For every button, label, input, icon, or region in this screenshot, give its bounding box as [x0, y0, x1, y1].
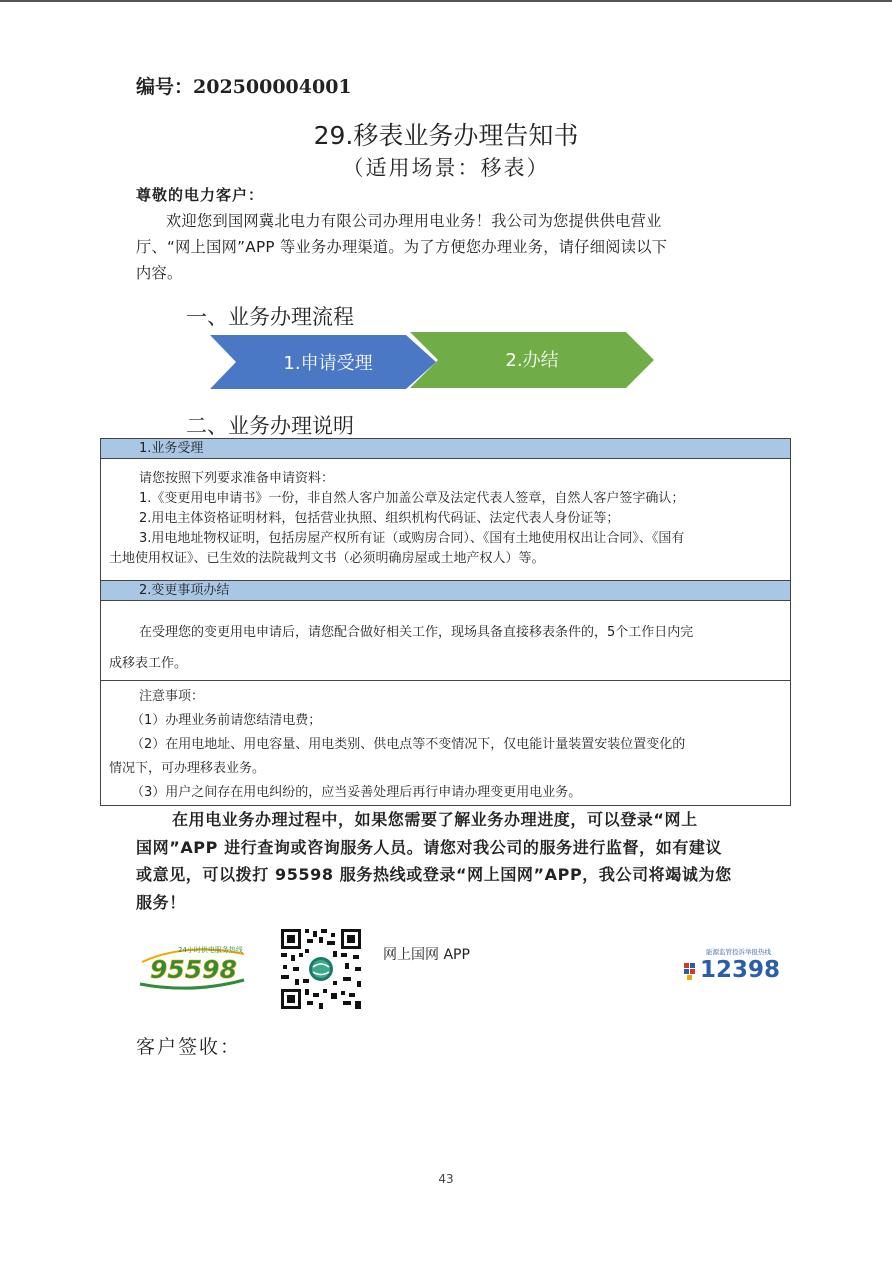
- closing-line: 在用电业务办理过程中，如果您需要了解业务办理进度，可以登录“网上: [172, 810, 698, 829]
- intro-line: 内容。: [136, 264, 183, 282]
- table-line: 成移表工作。: [109, 656, 188, 671]
- logo-12398-number: 12398: [700, 957, 780, 982]
- table-line: 在受理您的变更用电申请后，请您配合做好相关工作，现场具备直接移表条件的，5个工作日内完: [139, 625, 694, 640]
- page-number: 43: [438, 1172, 454, 1186]
- closing-paragraph: [136, 806, 764, 916]
- flow-step-2-label: 2.办结: [505, 350, 559, 371]
- top-border-line: [0, 0, 892, 2]
- table-line: 2.用电主体资格证明材料，包括营业执照、组织机构代码证、法定代表人身份证等；: [139, 511, 620, 526]
- qr-code-icon: [279, 927, 363, 1011]
- table-block-notes: [101, 681, 790, 805]
- logo-95598-tagline: 24小时供电服务热线: [178, 946, 243, 954]
- table-line: 土地使用权证》、已生效的法院裁判文书（必须明确房屋或土地产权人）等。: [109, 551, 545, 566]
- section-title-process: 一、业务办理流程: [186, 305, 354, 329]
- page-subtitle: （适用场景：移表）: [342, 156, 550, 180]
- app-label: 网上国网 APP: [383, 947, 470, 963]
- closing-line: 国网”APP 进行查询或咨询服务人员。请您对我公司的服务进行监督，如有建议: [136, 837, 723, 857]
- logo-95598: [136, 940, 248, 992]
- intro-paragraph: [136, 208, 764, 286]
- intro-line: 欢迎您到国网冀北电力有限公司办理用电业务！我公司为您提供供电营业: [166, 212, 662, 230]
- closing-line: 或意见，可以拨打 95598 服务热线或登录“网上国网”APP，我公司将竭诚为您: [136, 865, 732, 884]
- table-line: 情况下，可办理移表业务。: [109, 761, 266, 776]
- intro-line: 厅、“网上国网”APP 等业务办理渠道。为了方便您办理业务，请仔细阅读以下: [136, 238, 668, 256]
- table-line: （2）在用电地址、用电容量、用电类别、供电点等不变情况下，仅电能计量装置安装位置变化的: [131, 737, 686, 752]
- greeting: 尊敬的电力客户：: [136, 186, 265, 204]
- table-line: 注意事项：: [139, 689, 205, 704]
- logo-12398: [682, 946, 780, 982]
- table-line: （3）用户之间存在用电纠纷的，应当妥善处理后再行申请办理变更用电业务。: [131, 785, 582, 800]
- flow-step-1-label: 1.申请受理: [283, 353, 373, 374]
- page-title: 29.移表业务办理告知书: [313, 121, 579, 150]
- table-header-acceptance: 1.业务受理: [101, 439, 790, 459]
- table-header-completion: 2.变更事项办结: [101, 581, 790, 601]
- logo-12398-tagline: 能源监管投诉举报热线: [706, 948, 771, 956]
- table-block-completion: [101, 601, 790, 681]
- section-title-instructions: 二、业务办理说明: [186, 414, 354, 438]
- process-flow-diagram: [210, 332, 660, 390]
- document-number: 编号：202500004001: [136, 76, 352, 98]
- table-line: （1）办理业务前请您结清电费；: [131, 713, 322, 728]
- closing-line: 服务！: [136, 892, 186, 912]
- table-line: 请您按照下列要求准备申请资料：: [139, 471, 335, 486]
- table-block-materials: [101, 459, 790, 581]
- customer-signature-label: 客户签收：: [136, 1036, 242, 1058]
- instructions-table: [100, 438, 791, 806]
- table-line: 3.用电地址物权证明，包括房屋产权所有证（或购房合同）、《国有土地使用权出让合同》、《国有: [139, 531, 685, 546]
- table-line: 1.《变更用电申请书》一份，非自然人客户加盖公章及法定代表人签章，自然人客户签字确认；: [139, 491, 685, 506]
- logo-95598-number: 95598: [150, 955, 237, 984]
